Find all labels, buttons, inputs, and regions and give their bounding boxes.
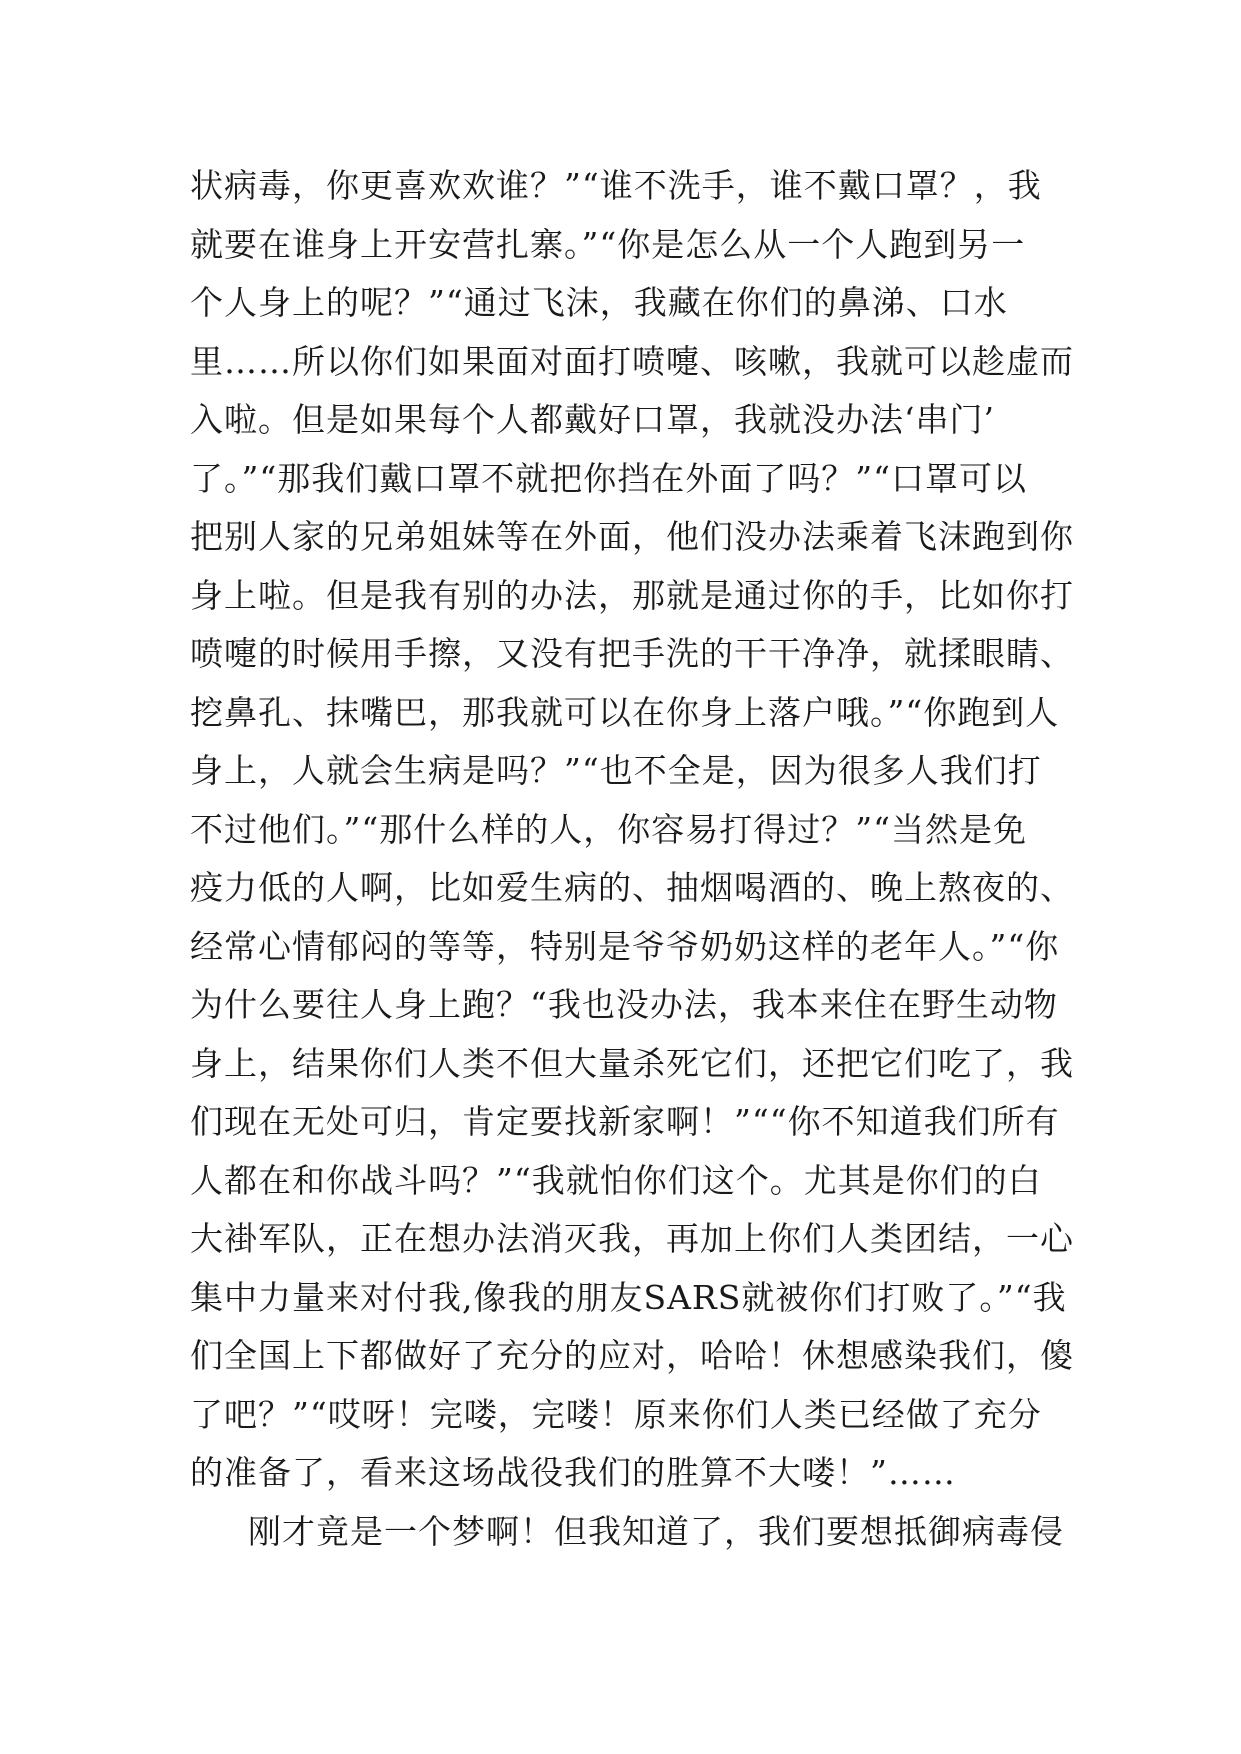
text-line: 个人身上的呢？”“通过飞沫，我藏在你们的鼻涕、口水 bbox=[190, 283, 1008, 322]
text-line: 身上，结果你们人类不但大量杀死它们，还把它们吃了，我 bbox=[190, 1043, 1074, 1083]
text-line: 集中力量来对付我,像我的朋友SARS就被你们打败了。”“我 bbox=[190, 1277, 1067, 1317]
text-line: 经常心情郁闷的等等，特别是爷爷奶奶这样的老年人。”“你 bbox=[190, 926, 1060, 966]
text-line: 为什么要往人身上跑？“我也没办法，我本来住在野生动物 bbox=[190, 985, 1058, 1024]
text-line: 了吧？”“哎呀！完喽，完喽！原来你们人类已经做了充分 bbox=[190, 1394, 1042, 1434]
text-line: 状病毒，你更喜欢欢谁？”“谁不洗手，谁不戴口罩？，我 bbox=[190, 166, 1042, 205]
text-line: 就要在谁身上开安营扎寨。”“你是怎么从一个人跑到另一 bbox=[190, 224, 1026, 264]
text-line: 人都在和你战斗吗？”“我就怕你们这个。尤其是你们的白 bbox=[190, 1160, 1042, 1200]
text-line: 了。”“那我们戴口罩不就把你挡在外面了吗？”“口罩可以 bbox=[190, 458, 1027, 498]
text-line: 不过他们。”“那什么样的人，你容易打得过？”“当然是免 bbox=[190, 809, 1027, 849]
text-line: 里……所以你们如果面对面打喷嚏、咳嗽，我就可以趁虚而 bbox=[190, 341, 1074, 381]
text-line: 身上啦。但是我有别的办法，那就是通过你的手，比如你打 bbox=[190, 575, 1074, 615]
text-line: 的准备了，看来这场战役我们的胜算不大喽！”…… bbox=[190, 1453, 956, 1492]
text-line: 们全国上下都做好了充分的应对，哈哈！休想感染我们，傻 bbox=[190, 1336, 1074, 1375]
text-line: 把别人家的兄弟姐妹等在外面，他们没办法乘着飞沫跑到你 bbox=[190, 517, 1074, 556]
text-line: 身上，人就会生病是吗？”“也不全是，因为很多人我们打 bbox=[190, 751, 1042, 790]
text-line: 疫力低的人啊，比如爱生病的、抽烟喝酒的、晚上熬夜的、 bbox=[190, 868, 1074, 907]
text-line: 大褂军队，正在想办法消灭我，再加上你们人类团结，一心 bbox=[190, 1219, 1074, 1258]
text-line: 入啦。但是如果每个人都戴好口罩，我就没办法‘串门’ bbox=[190, 400, 995, 439]
text-line: 们现在无处可归，肯定要找新家啊！”““你不知道我们所有 bbox=[190, 1102, 1060, 1141]
text-line: 喷嚏的时候用手擦，又没有把手洗的干干净净，就揉眼睛、 bbox=[190, 634, 1074, 673]
body-text bbox=[190, 157, 1090, 1561]
paragraph-first-line: 刚才竟是一个梦啊！但我知道了，我们要想抵御病毒侵 bbox=[248, 1511, 1064, 1551]
text-line: 挖鼻孔、抹嘴巴，那我就可以在你身上落户哦。”“你跑到人 bbox=[190, 692, 1060, 732]
